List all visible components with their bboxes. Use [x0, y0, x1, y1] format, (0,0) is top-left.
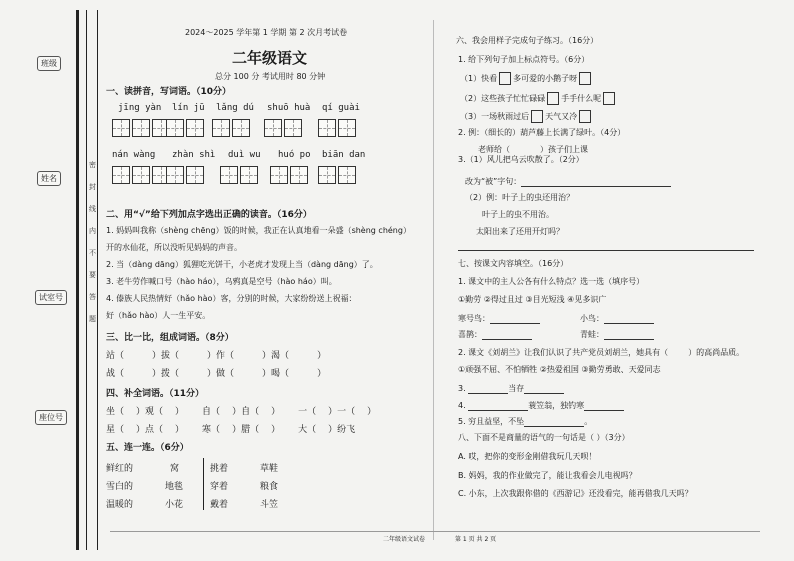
- q6-text: 改为“被”字句：: [465, 177, 522, 186]
- pinyin: shuō huà: [267, 103, 311, 113]
- answer-grid[interactable]: [112, 119, 172, 137]
- q4-cell: ）: [175, 407, 185, 417]
- name-label: 姓名: [37, 171, 61, 186]
- answer-line[interactable]: [524, 393, 564, 394]
- q2-line: 2. 当（dàng dāng）狐狸吃光饼干，小老虎才发现上当（dàng dāng）了。: [106, 260, 378, 269]
- q3-cell: 战（: [106, 369, 125, 379]
- answer-grid[interactable]: [318, 166, 358, 184]
- pinyin: biān dan: [322, 150, 366, 160]
- q7-label: 寒号鸟：: [458, 314, 490, 323]
- pinyin: duì wu: [228, 150, 261, 160]
- q6-text: （3）一场秋雨过后: [460, 112, 530, 121]
- q2-title: 二、用“√”给下列加点字选出正确的读音。（16分）: [106, 210, 312, 220]
- pinyin: zhàn shì: [172, 150, 216, 160]
- page-title: 二年级语文: [232, 49, 308, 67]
- q6-title: 六、我会用样子完成句子练习。（16分）: [456, 36, 599, 45]
- footer-page: 第 1 页 共 2 页: [455, 536, 497, 543]
- match-right-item[interactable]: 粮食: [260, 482, 279, 492]
- q7-text: 当存: [508, 384, 525, 393]
- q7-label: 喜鹊：: [458, 330, 482, 339]
- q3-cell: ）渴（: [262, 351, 290, 361]
- match-left-item[interactable]: 雪白的: [106, 482, 134, 492]
- answer-line[interactable]: [482, 339, 532, 340]
- q4-cell: 大（: [298, 425, 317, 435]
- q7-options: ①顽强不屈、不怕牺牲 ②热爱祖国 ③勤劳勇敢、天爱同志: [458, 365, 661, 374]
- q6-item: 太阳出来了还用开灯吗？: [476, 227, 564, 236]
- q3-cell: ）作（: [207, 351, 235, 361]
- q6-sub: 2. 例：（细长的）葫芦藤上长满了绿叶。（4分）: [458, 128, 626, 137]
- q4-row: [106, 422, 355, 435]
- q7-item: [458, 313, 540, 324]
- q3-cell: 站（: [106, 351, 125, 361]
- q7-title: 七、按课文内容填空。（16分）: [458, 259, 569, 268]
- q7-line: 1. 课文中的主人公各有什么特点？选一选（填序号）: [458, 277, 645, 286]
- q6-sub: 3.（1）风儿把乌云吹散了。（2分）: [458, 155, 584, 164]
- q2-line: 1. 妈妈叫我称（shèng chēng）饭的时候，我正在认真地看一朵盛（shèng chéng）: [106, 226, 411, 235]
- footer-subject: 二年级语文试卷: [383, 536, 426, 543]
- punct-box[interactable]: [499, 72, 511, 85]
- pinyin: nán wàng: [112, 150, 156, 160]
- q8-option-b[interactable]: B. 妈妈，我的作业做完了，能让我看会儿电视吗？: [458, 471, 637, 480]
- q7-text: 5. 穷且益坚，不坠: [458, 417, 525, 426]
- seal-char: 内: [89, 227, 96, 235]
- q6-item: [460, 92, 617, 105]
- seal-char: 密: [89, 161, 96, 169]
- answer-grid[interactable]: [220, 166, 260, 184]
- q4-cell: ）: [175, 425, 185, 435]
- q7-item: [458, 400, 624, 411]
- binding-line-outer: [76, 10, 79, 550]
- q7-item: [458, 347, 744, 358]
- pinyin: lín jū: [172, 103, 205, 113]
- match-divider: [203, 458, 204, 510]
- q3-row: [106, 366, 326, 379]
- q4-cell: ）: [367, 407, 377, 417]
- q7-label: 青蛙：: [580, 330, 604, 339]
- q6-text: （1）快看: [460, 74, 498, 83]
- q7-text: 。: [584, 417, 593, 426]
- match-right-item[interactable]: 地毯: [165, 482, 184, 492]
- q4-cell: ）一（: [328, 407, 356, 417]
- q8-title: 八、下面不是商量的语气的一句话是（ ）（3分）: [458, 433, 630, 442]
- q3-cell: ）: [317, 351, 327, 361]
- punct-box[interactable]: [603, 92, 615, 105]
- seal-char: 题: [89, 315, 96, 323]
- q3-title: 三、比一比，组成词语。（8分）: [106, 333, 234, 343]
- seal-char: 要: [89, 271, 96, 279]
- q3-cell: ）: [317, 369, 327, 379]
- class-label: 班级: [37, 56, 61, 71]
- q4-cell: ）: [271, 425, 281, 435]
- q7-item: [580, 329, 654, 340]
- q3-cell: ）拨（: [152, 369, 180, 379]
- q4-row: [106, 404, 376, 417]
- punct-box[interactable]: [579, 110, 591, 123]
- q4-cell: 自（: [202, 407, 221, 417]
- seal-char: 封: [89, 183, 96, 191]
- q7-item: [458, 416, 592, 427]
- binding-line-inner2: [97, 10, 98, 550]
- answer-line[interactable]: [521, 186, 671, 187]
- page-fold: [433, 20, 434, 540]
- answer-grid[interactable]: [112, 166, 172, 184]
- exam-term: 2024～2025 学年第 1 学期 第 2 次月考试卷: [185, 28, 348, 37]
- q4-cell: 坐（: [106, 407, 125, 417]
- match-left-item[interactable]: 穿着: [210, 482, 229, 492]
- q6-item: [460, 72, 593, 85]
- punct-box[interactable]: [531, 110, 543, 123]
- q3-cell: ）喝（: [262, 369, 290, 379]
- q3-row: [106, 348, 326, 361]
- q7-text: 2. 课文《刘胡兰》让我们认识了共产党员刘胡兰，她具有（: [458, 348, 669, 357]
- q4-cell: 星（: [106, 425, 125, 435]
- q7-item: [458, 383, 564, 394]
- q6-text: 天气又冷: [545, 112, 578, 121]
- answer-line[interactable]: [490, 323, 540, 324]
- q7-text: 4.: [458, 401, 469, 410]
- q2-line: 3. 老牛劳作喊口号（hào háo），乌鸦真是空号（hào háo）叫。: [106, 277, 337, 286]
- q6-text: 多可爱的小鹅子呀: [513, 74, 578, 83]
- q7-item: [580, 313, 654, 324]
- q7-text: ）的高尚品质。: [688, 348, 745, 357]
- q7-options: ①勤劳 ②得过且过 ③目光短浅 ④见多识广: [458, 295, 607, 304]
- q4-cell: ）纷飞: [328, 425, 356, 435]
- answer-line[interactable]: [524, 426, 584, 427]
- answer-grid[interactable]: [166, 119, 206, 137]
- q1-title: 一、读拼音，写词语。（10分）: [106, 87, 232, 97]
- q4-title: 四、补全词语。（11分）: [106, 389, 205, 399]
- q6-item: [460, 110, 593, 123]
- q4-cell: ）观（: [136, 407, 164, 417]
- footer-rule: [110, 531, 760, 532]
- seal-char: 线: [89, 205, 96, 213]
- q2-line: 好（hǎo hào）人一生平安。: [106, 311, 211, 320]
- q6-text: ）孩子们上课: [540, 145, 588, 154]
- match-right-item[interactable]: 斗笠: [260, 500, 279, 510]
- match-left-item[interactable]: 鲜红的: [106, 464, 134, 474]
- pinyin: jīng yàn: [118, 103, 162, 113]
- q4-cell: ）: [271, 407, 281, 417]
- q7-text: 3.: [458, 384, 469, 393]
- q6-text: 手手什么呢: [561, 94, 602, 103]
- q4-cell: ）点（: [136, 425, 164, 435]
- pinyin: lǎng dú: [216, 103, 254, 113]
- pinyin: huó po: [278, 150, 311, 160]
- punct-box[interactable]: [547, 92, 559, 105]
- q6-item: 叶子上的虫不用治。: [482, 210, 554, 219]
- match-right-item[interactable]: 小花: [165, 500, 184, 510]
- exam-meta: 总分 100 分 考试用时 80 分钟: [215, 72, 326, 81]
- answer-grid[interactable]: [166, 166, 206, 184]
- binding-line-inner: [86, 10, 87, 550]
- answer-grid[interactable]: [270, 166, 310, 184]
- q6-item: [465, 176, 671, 187]
- exam-no-label: 试室号: [35, 290, 67, 305]
- answer-grid[interactable]: [318, 119, 358, 137]
- answer-line[interactable]: [604, 323, 654, 324]
- q5-title: 五、连一连。（6分）: [106, 443, 189, 453]
- answer-line[interactable]: [584, 410, 624, 411]
- match-left-item[interactable]: 戴着: [210, 500, 229, 510]
- pinyin: qí guài: [322, 103, 360, 113]
- q6-text: 老师给（: [478, 145, 510, 154]
- q7-label: 小鸟：: [580, 314, 604, 323]
- q6-sub: 1. 给下列句子加上标点符号。（6分）: [458, 55, 590, 64]
- match-left-item[interactable]: 温暖的: [106, 500, 134, 510]
- q4-cell: ）自（: [232, 407, 260, 417]
- q7-item: [458, 329, 532, 340]
- match-right-item[interactable]: 草鞋: [260, 464, 279, 474]
- q3-cell: ）做（: [207, 369, 235, 379]
- answer-line[interactable]: [458, 250, 754, 251]
- answer-line[interactable]: [468, 410, 528, 411]
- q4-cell: ）腊（: [232, 425, 260, 435]
- match-right-item[interactable]: 窝: [170, 464, 180, 474]
- seat-label: 座位号: [35, 410, 67, 425]
- answer-line[interactable]: [468, 393, 508, 394]
- answer-grid[interactable]: [212, 119, 252, 137]
- match-left-item[interactable]: 挑着: [210, 464, 229, 474]
- seal-char: 答: [89, 293, 96, 301]
- q4-cell: 寒（: [202, 425, 221, 435]
- q2-line: 4. 傣族人民热情好（hǎo hào）客，分别的时候，大家纷纷送上祝福：: [106, 294, 357, 303]
- answer-line[interactable]: [604, 339, 654, 340]
- q8-option-a[interactable]: A. 哎，把你的变形金刚借我玩几天呗！: [458, 452, 597, 461]
- q8-option-c[interactable]: C. 小东，上次我跟你借的《西游记》还没看完，能再借我几天吗？: [458, 489, 693, 498]
- q3-cell: ）拔（: [152, 351, 180, 361]
- q4-cell: 一（: [298, 407, 317, 417]
- punct-box[interactable]: [579, 72, 591, 85]
- q6-item: （2）例：叶子上的虫还用治？: [465, 193, 575, 202]
- q7-text: 蓑笠翁，独钓寒: [528, 401, 585, 410]
- answer-grid[interactable]: [264, 119, 304, 137]
- seal-char: 不: [89, 249, 96, 257]
- q2-line: 开的水仙花，所以没听见妈妈的声音。: [106, 243, 242, 252]
- q6-text: （2）这些孩子忙忙碌碌: [460, 94, 546, 103]
